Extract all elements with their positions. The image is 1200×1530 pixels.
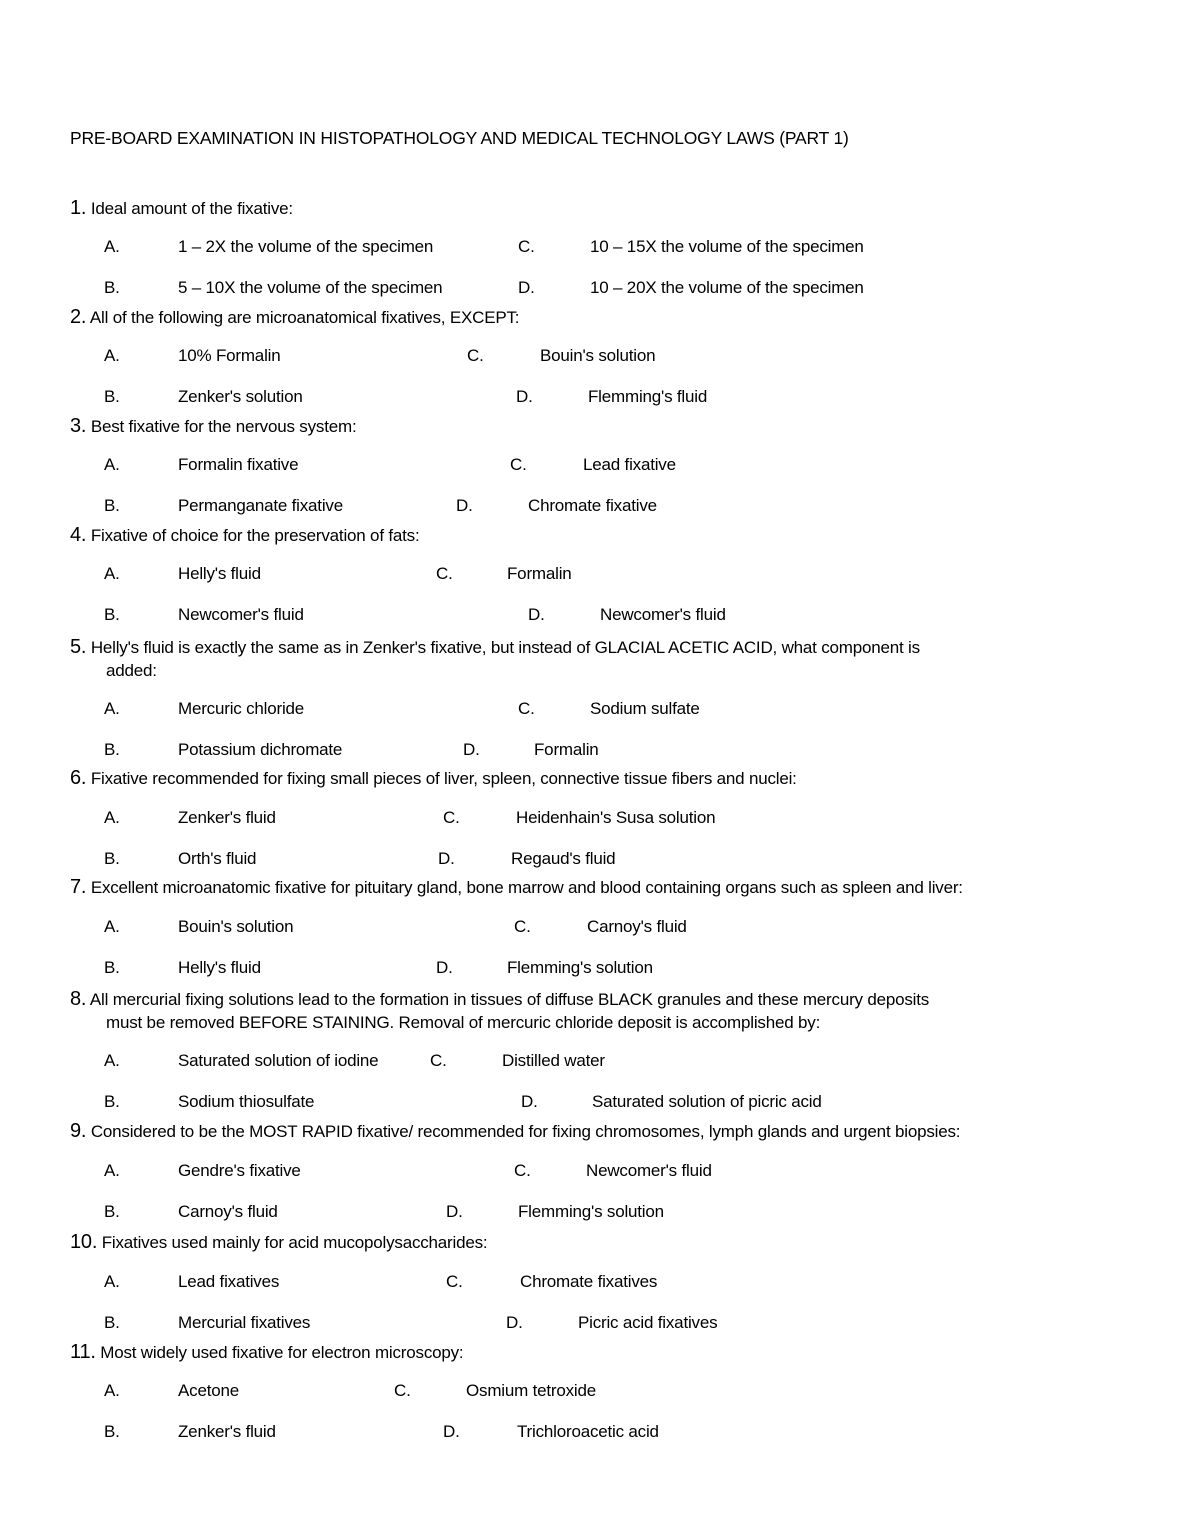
- option-a-letter: A.: [104, 564, 120, 583]
- question-text: Fixatives used mainly for acid mucopolysaccharides:: [101, 1233, 488, 1252]
- option-d-text: Flemming's solution: [518, 1202, 664, 1221]
- option-d-text: Flemming's solution: [507, 958, 653, 977]
- option-c-letter: C.: [446, 1272, 463, 1291]
- option-b-letter: B.: [104, 1313, 120, 1332]
- option-d-letter: D.: [443, 1422, 460, 1441]
- question-number: 3.: [70, 415, 87, 437]
- question-text: Fixative of choice for the preservation of fats:: [90, 526, 420, 545]
- option-c-text: Distilled water: [502, 1051, 605, 1070]
- question-text: Excellent microanatomic fixative for pituitary gland, bone marrow and blood containing organs such as spleen and liver:: [90, 878, 963, 897]
- question-number: 9.: [70, 1120, 87, 1142]
- option-b-letter: B.: [104, 1202, 120, 1221]
- question-stem: [70, 1231, 1130, 1254]
- question-stem: [70, 988, 1130, 1034]
- option-c-letter: C.: [436, 564, 453, 583]
- option-b-letter: B.: [104, 958, 120, 977]
- option-b-text: Mercurial fixatives: [178, 1313, 311, 1332]
- option-a-letter: A.: [104, 1272, 120, 1291]
- option-c-text: Lead fixative: [583, 455, 676, 474]
- option-a-letter: A.: [104, 917, 120, 936]
- question-text: Ideal amount of the fixative:: [90, 199, 293, 218]
- option-c-text: Chromate fixatives: [520, 1272, 658, 1291]
- option-c-text: Newcomer's fluid: [586, 1161, 712, 1180]
- question-text: Most widely used fixative for electron microscopy:: [100, 1343, 464, 1362]
- question-stem: [70, 1120, 1130, 1143]
- option-b-text: Zenker's solution: [178, 387, 303, 406]
- option-a-text: Saturated solution of iodine: [178, 1051, 379, 1070]
- question-stem: [70, 524, 1130, 547]
- option-d-letter: D.: [518, 278, 535, 297]
- question-stem: [70, 306, 1130, 329]
- page-title: PRE-BOARD EXAMINATION IN HISTOPATHOLOGY AND MEDICAL TECHNOLOGY LAWS (PART 1): [70, 128, 849, 148]
- option-b-letter: B.: [104, 1422, 120, 1441]
- option-a-letter: A.: [104, 455, 120, 474]
- option-b-text: 5 – 10X the volume of the specimen: [178, 278, 443, 297]
- option-b-letter: B.: [104, 387, 120, 406]
- question-number: 1.: [70, 197, 87, 219]
- option-b-letter: B.: [104, 740, 120, 759]
- option-a-letter: A.: [104, 346, 120, 365]
- option-a-text: 1 – 2X the volume of the specimen: [178, 237, 434, 256]
- option-c-text: Heidenhain's Susa solution: [516, 808, 716, 827]
- question-number: 4.: [70, 524, 87, 546]
- option-c-letter: C.: [518, 237, 535, 256]
- question-number: 8.: [70, 988, 87, 1010]
- option-b-text: Carnoy's fluid: [178, 1202, 278, 1221]
- option-d-text: Saturated solution of picric acid: [592, 1092, 822, 1111]
- option-b-letter: B.: [104, 605, 120, 624]
- option-d-text: 10 – 20X the volume of the specimen: [590, 278, 864, 297]
- option-c-text: Carnoy's fluid: [587, 917, 687, 936]
- option-a-text: 10% Formalin: [178, 346, 281, 365]
- option-d-letter: D.: [446, 1202, 463, 1221]
- option-a-text: Bouin's solution: [178, 917, 294, 936]
- question-stem: [70, 767, 1130, 790]
- question-stem: [70, 1341, 1130, 1364]
- question-text: Helly's fluid is exactly the same as in Zenker's fixative, but instead of GLACIAL ACETIC ACID, what component is: [90, 638, 920, 657]
- question-stem: [70, 636, 1130, 682]
- option-d-text: Chromate fixative: [528, 496, 657, 515]
- option-a-letter: A.: [104, 237, 120, 256]
- option-c-letter: C.: [514, 1161, 531, 1180]
- option-d-letter: D.: [463, 740, 480, 759]
- option-b-letter: B.: [104, 278, 120, 297]
- option-d-text: Newcomer's fluid: [600, 605, 726, 624]
- option-d-text: Picric acid fixatives: [578, 1313, 718, 1332]
- option-b-letter: B.: [104, 1092, 120, 1111]
- option-b-text: Permanganate fixative: [178, 496, 343, 515]
- option-c-letter: C.: [518, 699, 535, 718]
- option-a-letter: A.: [104, 699, 120, 718]
- option-c-letter: C.: [467, 346, 484, 365]
- option-d-letter: D.: [438, 849, 455, 868]
- option-d-letter: D.: [456, 496, 473, 515]
- option-b-text: Zenker's fluid: [178, 1422, 276, 1441]
- option-c-letter: C.: [510, 455, 527, 474]
- option-c-letter: C.: [443, 808, 460, 827]
- option-c-text: Sodium sulfate: [590, 699, 700, 718]
- option-a-text: Zenker's fluid: [178, 808, 276, 827]
- option-a-text: Lead fixatives: [178, 1272, 280, 1291]
- option-a-letter: A.: [104, 808, 120, 827]
- option-b-text: Helly's fluid: [178, 958, 261, 977]
- option-c-letter: C.: [430, 1051, 447, 1070]
- option-b-text: Sodium thiosulfate: [178, 1092, 315, 1111]
- question-stem: [70, 197, 1130, 220]
- option-a-letter: A.: [104, 1161, 120, 1180]
- question-text: Considered to be the MOST RAPID fixative/ recommended for fixing chromosomes, lymph glands and urgent biopsies:: [90, 1122, 961, 1141]
- option-d-letter: D.: [506, 1313, 523, 1332]
- option-d-letter: D.: [521, 1092, 538, 1111]
- question-text: All of the following are microanatomical fixatives, EXCEPT:: [89, 308, 520, 327]
- question-number: 7.: [70, 876, 87, 898]
- option-c-text: Bouin's solution: [540, 346, 656, 365]
- option-d-letter: D.: [528, 605, 545, 624]
- option-d-text: Formalin: [534, 740, 599, 759]
- question-text-continued: added:: [106, 661, 157, 680]
- option-b-text: Newcomer's fluid: [178, 605, 304, 624]
- question-text: Fixative recommended for fixing small pieces of liver, spleen, connective tissue fibers and nuclei:: [90, 769, 797, 788]
- option-a-letter: A.: [104, 1051, 120, 1070]
- option-c-text: Formalin: [507, 564, 572, 583]
- option-a-text: Acetone: [178, 1381, 239, 1400]
- question-stem: [70, 876, 1130, 899]
- question-stem: [70, 415, 1130, 438]
- option-d-text: Trichloroacetic acid: [517, 1422, 659, 1441]
- question-number: 6.: [70, 767, 87, 789]
- option-d-text: Flemming's fluid: [588, 387, 708, 406]
- question-number: 5.: [70, 636, 87, 658]
- option-c-letter: C.: [394, 1381, 411, 1400]
- option-d-letter: D.: [516, 387, 533, 406]
- option-a-text: Mercuric chloride: [178, 699, 305, 718]
- option-a-text: Gendre's fixative: [178, 1161, 301, 1180]
- option-d-text: Regaud's fluid: [511, 849, 616, 868]
- option-b-text: Orth's fluid: [178, 849, 257, 868]
- question-number: 11.: [70, 1341, 96, 1363]
- option-b-text: Potassium dichromate: [178, 740, 343, 759]
- question-text: All mercurial fixing solutions lead to the formation in tissues of diffuse BLACK granules and these mercury deposits: [89, 990, 930, 1009]
- question-text-continued: must be removed BEFORE STAINING. Removal of mercuric chloride deposit is accomplished by:: [106, 1013, 821, 1032]
- question-text: Best fixative for the nervous system:: [90, 417, 357, 436]
- option-c-text: Osmium tetroxide: [466, 1381, 597, 1400]
- option-a-letter: A.: [104, 1381, 120, 1400]
- question-number: 10.: [70, 1231, 98, 1253]
- option-c-letter: C.: [514, 917, 531, 936]
- option-a-text: Helly's fluid: [178, 564, 261, 583]
- question-number: 2.: [70, 306, 87, 328]
- option-b-letter: B.: [104, 496, 120, 515]
- option-b-letter: B.: [104, 849, 120, 868]
- option-d-letter: D.: [436, 958, 453, 977]
- option-a-text: Formalin fixative: [178, 455, 299, 474]
- option-c-text: 10 – 15X the volume of the specimen: [590, 237, 864, 256]
